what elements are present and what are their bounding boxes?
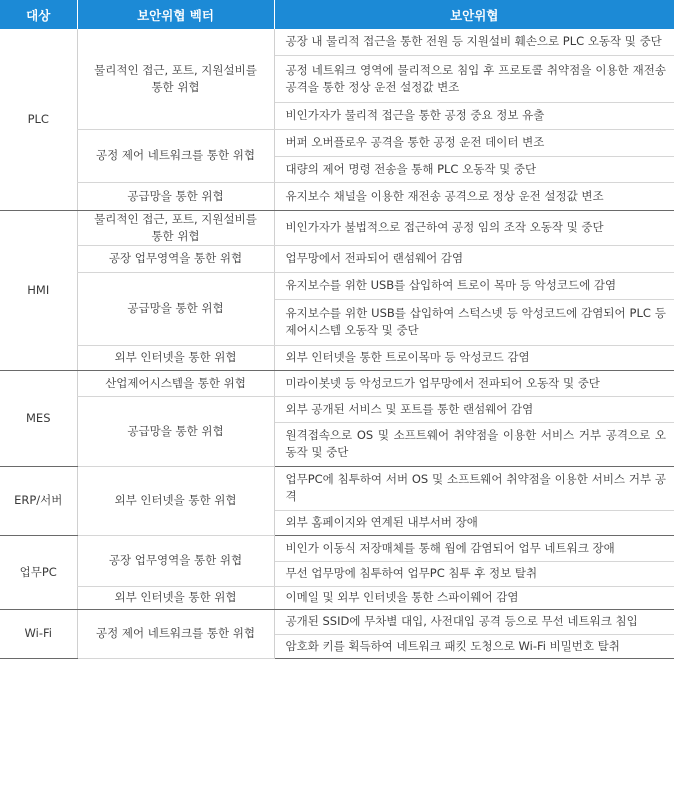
vector-cell	[77, 210, 274, 245]
threat-cell: 공정 네트워크 영역에 물리적으로 침입 후 프로토콜 취약점을 이용한 재전송 공격을 통한 정상 운전 설정값 변조	[274, 55, 674, 102]
threat-cell: 암호화 키를 획득하여 네트워크 패킷 도청으로 Wi-Fi 비밀번호 탈취	[274, 634, 674, 658]
threat-cell: 외부 홈페이지와 연계된 내부서버 장애	[274, 510, 674, 535]
threat-cell: 버퍼 오버플로우 공격을 통한 공정 운전 데이터 변조	[274, 129, 674, 156]
vector-label-line: 공정 제어 네트워크를 통한 위협	[95, 148, 256, 162]
vector-label-line: 공장 업무영역을 통한 위협	[108, 251, 243, 265]
table-row	[0, 466, 674, 510]
vector-cell	[77, 245, 274, 272]
threat-cell: 미라이봇넷 등 악성코드가 업무망에서 전파되어 오동작 및 중단	[274, 370, 674, 396]
header-vector: 보안위협 벡터	[77, 0, 274, 29]
table-row	[0, 345, 674, 370]
table-row	[0, 245, 674, 272]
threat-cell: 비인가 이동식 저장매체를 통해 웜에 감염되어 업무 네트워크 장애	[274, 535, 674, 561]
vector-cell	[77, 396, 274, 466]
vector-cell	[77, 345, 274, 370]
threat-cell: 유지보수를 위한 USB를 삽입하여 스턱스넷 등 악성코드에 감염되어 PLC 등 제어시스템 오동작 및 중단	[274, 299, 674, 345]
vector-cell	[77, 535, 274, 586]
vector-label-line: 공장 업무영역을 통한 위협	[108, 553, 243, 567]
table-row	[0, 182, 674, 210]
table-row	[0, 210, 674, 245]
threat-cell: 외부 공개된 서비스 및 포트를 통한 랜섬웨어 감염	[274, 396, 674, 422]
threat-cell: 비인가자가 불법적으로 접근하여 공정 임의 조작 오동작 및 중단	[274, 210, 674, 245]
table-row	[0, 535, 674, 561]
threat-cell: 외부 인터넷을 통한 트로이목마 등 악성코드 감염	[274, 345, 674, 370]
vector-label-line: 물리적인 접근, 포트, 지원설비를	[94, 211, 257, 226]
vector-label-line: 공급망을 통한 위협	[127, 188, 224, 203]
table-row	[0, 609, 674, 634]
target-cell: HMI	[0, 210, 77, 370]
header-target: 대상	[0, 0, 77, 29]
vector-cell	[77, 586, 274, 609]
vector-cell	[77, 29, 274, 129]
vector-label-line: 외부 인터넷을 통한 위협	[114, 350, 237, 364]
table-row	[0, 396, 674, 422]
vector-cell	[77, 272, 274, 345]
vector-label-line: 통한 위협	[151, 79, 200, 94]
target-cell: ERP/서버	[0, 466, 77, 535]
table-row	[0, 129, 674, 156]
header-threat: 보안위협	[274, 0, 674, 29]
target-cell: 업무PC	[0, 535, 77, 609]
vector-label-line: 공급망을 통한 위협	[127, 301, 224, 315]
table-row	[0, 29, 674, 55]
vector-label-line: 물리적인 접근, 포트, 지원설비를	[94, 62, 257, 77]
threat-cell: 대량의 제어 명령 전송을 통해 PLC 오동작 및 중단	[274, 156, 674, 182]
vector-cell	[77, 370, 274, 396]
target-cell: Wi-Fi	[0, 609, 77, 658]
threat-cell: 무선 업무망에 침투하여 업무PC 침투 후 정보 탈취	[274, 561, 674, 586]
vector-cell	[77, 609, 274, 658]
table-row	[0, 586, 674, 609]
threat-cell: 업무PC에 침투하여 서버 OS 및 소프트웨어 취약점을 이용한 서비스 거부 공격	[274, 466, 674, 510]
threat-cell: 유지보수를 위한 USB를 삽입하여 트로이 목마 등 악성코드에 감염	[274, 272, 674, 299]
vector-label-line: 외부 인터넷을 통한 위협	[114, 590, 237, 604]
vector-cell	[77, 466, 274, 535]
vector-label-line: 외부 인터넷을 통한 위협	[114, 493, 237, 507]
threat-cell: 원격접속으로 OS 및 소프트웨어 취약점을 이용한 서비스 거부 공격으로 오동작 및 중단	[274, 422, 674, 466]
target-cell: PLC	[0, 29, 77, 210]
table-header-row	[0, 0, 674, 29]
threat-cell: 공장 내 물리적 접근을 통한 전원 등 지원설비 훼손으로 PLC 오동작 및 중단	[274, 29, 674, 55]
table-body	[0, 29, 674, 658]
table-row	[0, 370, 674, 396]
threat-cell: 유지보수 채널을 이용한 재전송 공격으로 정상 운전 설정값 변조	[274, 182, 674, 210]
vector-label-line: 공급망을 통한 위협	[127, 423, 224, 438]
vector-cell	[77, 129, 274, 182]
threat-cell: 공개된 SSID에 무차별 대입, 사전대입 공격 등으로 무선 네트워크 침입	[274, 609, 674, 634]
table-row	[0, 272, 674, 299]
threat-cell: 업무망에서 전파되어 랜섬웨어 감염	[274, 245, 674, 272]
vector-cell	[77, 182, 274, 210]
vector-label-line: 산업제어시스템을 통한 위협	[105, 375, 246, 390]
vector-label-line: 통한 위협	[151, 228, 200, 243]
vector-label-line: 공정 제어 네트워크를 통한 위협	[95, 626, 256, 640]
threat-cell: 이메일 및 외부 인터넷을 통한 스파이웨어 감염	[274, 586, 674, 609]
threat-cell: 비인가자가 물리적 접근을 통한 공정 중요 정보 유출	[274, 102, 674, 129]
target-cell: MES	[0, 370, 77, 466]
